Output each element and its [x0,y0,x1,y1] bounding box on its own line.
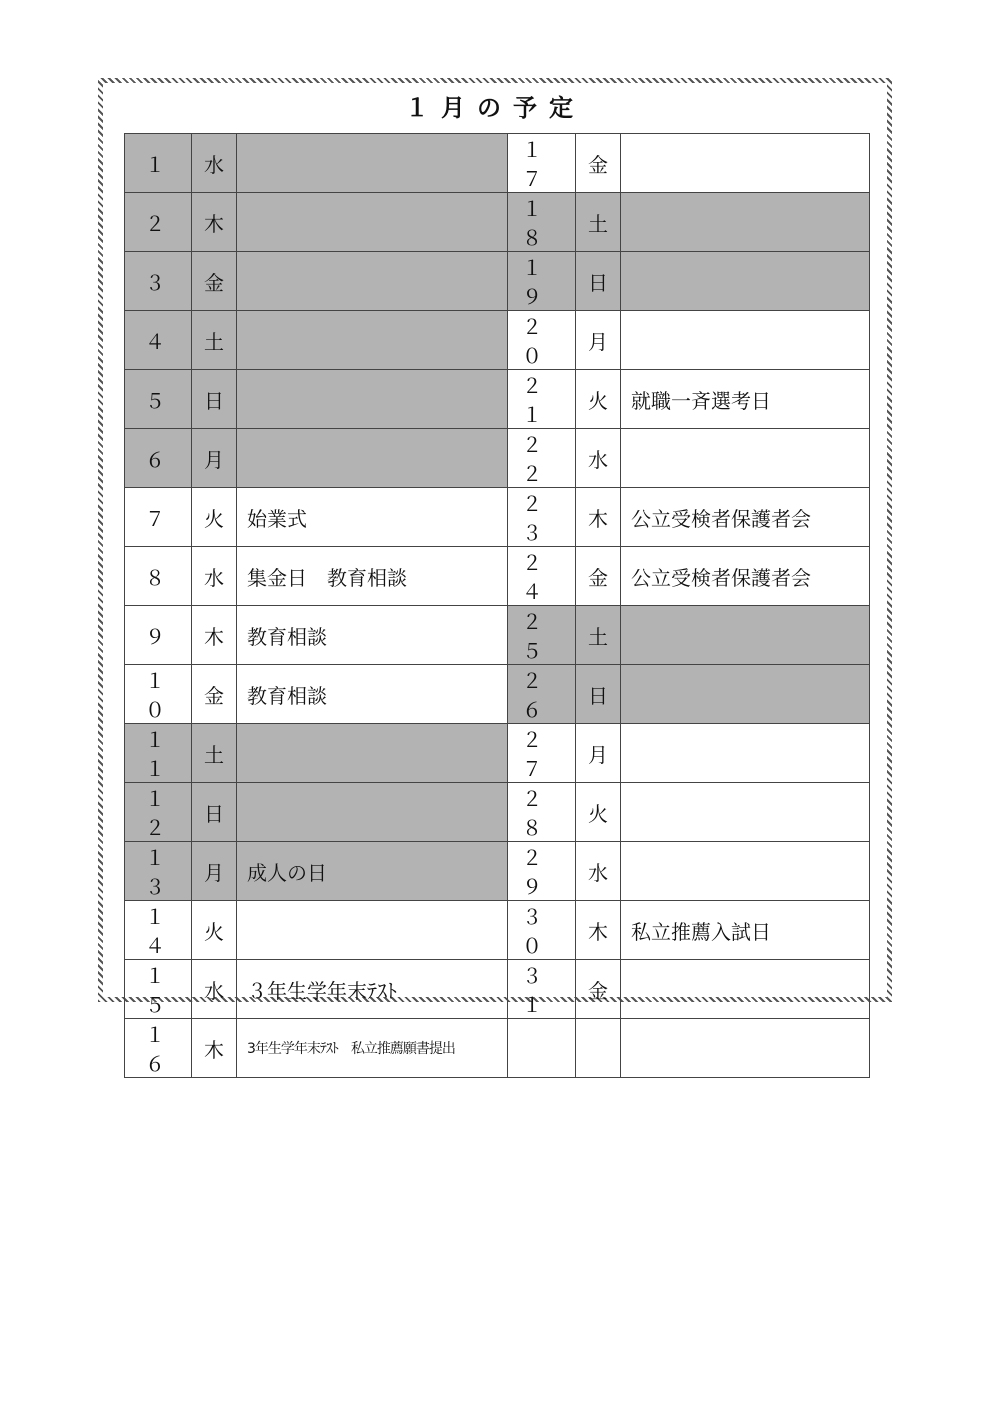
table-row [125,429,870,488]
weekday: 金 [192,252,237,311]
table-row [125,547,870,606]
day-number: ２９ [508,842,576,901]
weekday: 金 [576,960,621,1019]
weekday: 月 [192,842,237,901]
day-number: ２１ [508,370,576,429]
day-number: １４ [125,901,192,960]
weekday: 水 [192,960,237,1019]
event-text: 集金日 教育相談 [237,547,508,606]
day-number: ２３ [508,488,576,547]
weekday: 木 [192,606,237,665]
event-text: 公立受検者保護者会 [621,547,870,606]
weekday: 金 [192,665,237,724]
day-number: ２８ [508,783,576,842]
weekday: 水 [576,429,621,488]
table-row [125,606,870,665]
weekday: 月 [576,311,621,370]
weekday: 日 [192,370,237,429]
event-text [621,134,870,193]
event-text [237,724,508,783]
weekday: 金 [576,134,621,193]
event-text [237,783,508,842]
day-number: １７ [508,134,576,193]
event-text: 始業式 [237,488,508,547]
event-text [237,252,508,311]
event-text [237,370,508,429]
weekday: 土 [192,311,237,370]
weekday: 日 [576,252,621,311]
weekday: 日 [576,665,621,724]
day-number: ９ [125,606,192,665]
weekday: 金 [576,547,621,606]
event-text [237,134,508,193]
table-row [125,311,870,370]
day-number: ２７ [508,724,576,783]
event-text: 3年生学年末ﾃｽﾄ 私立推薦願書提出 [237,1019,508,1078]
weekday: 水 [192,547,237,606]
day-number: １２ [125,783,192,842]
weekday: 水 [192,134,237,193]
weekday [576,1019,621,1078]
event-text: 公立受検者保護者会 [621,488,870,547]
weekday: 土 [192,724,237,783]
event-text [621,429,870,488]
event-text [621,842,870,901]
event-text [621,665,870,724]
day-number: １６ [125,1019,192,1078]
schedule-table [124,133,870,1078]
weekday: 火 [192,901,237,960]
day-number: ２２ [508,429,576,488]
event-text: 私立推薦入試日 [621,901,870,960]
day-number: ３ [125,252,192,311]
event-text [237,429,508,488]
table-row [125,783,870,842]
page-title: １月の予定 [405,93,585,122]
event-text [621,783,870,842]
table-row [125,960,870,1019]
day-number [508,1019,576,1078]
event-text [621,724,870,783]
event-text: 成人の日 [237,842,508,901]
event-text: ３年生学年末ﾃｽﾄ [237,960,508,1019]
event-text [237,901,508,960]
day-number: ２ [125,193,192,252]
day-number: １８ [508,193,576,252]
day-number: ３０ [508,901,576,960]
event-text [621,1019,870,1078]
event-text: 教育相談 [237,606,508,665]
day-number: １５ [125,960,192,1019]
weekday: 火 [576,783,621,842]
day-number: １ [125,134,192,193]
day-number: ２５ [508,606,576,665]
table-row [125,901,870,960]
table-row [125,252,870,311]
table-row [125,1019,870,1078]
table-row [125,842,870,901]
weekday: 木 [576,488,621,547]
event-text [621,960,870,1019]
table-row [125,193,870,252]
weekday: 木 [192,193,237,252]
day-number: ４ [125,311,192,370]
weekday: 日 [192,783,237,842]
day-number: ５ [125,370,192,429]
day-number: １１ [125,724,192,783]
schedule-body [125,134,870,1078]
weekday: 木 [192,1019,237,1078]
weekday: 月 [576,724,621,783]
day-number: １３ [125,842,192,901]
day-number: １０ [125,665,192,724]
weekday: 水 [576,842,621,901]
table-row [125,724,870,783]
event-text [621,193,870,252]
weekday: 月 [192,429,237,488]
table-row [125,665,870,724]
event-text: 教育相談 [237,665,508,724]
day-number: １９ [508,252,576,311]
day-number: ６ [125,429,192,488]
event-text [237,311,508,370]
day-number: ８ [125,547,192,606]
event-text [237,193,508,252]
event-text [621,252,870,311]
weekday: 木 [576,901,621,960]
table-row [125,370,870,429]
day-number: ７ [125,488,192,547]
weekday: 火 [192,488,237,547]
day-number: ２０ [508,311,576,370]
event-text [621,606,870,665]
day-number: ２４ [508,547,576,606]
event-text [621,311,870,370]
day-number: ２６ [508,665,576,724]
event-text: 就職一斉選考日 [621,370,870,429]
weekday: 土 [576,606,621,665]
day-number: ３１ [508,960,576,1019]
weekday: 火 [576,370,621,429]
table-row [125,488,870,547]
table-row [125,134,870,193]
weekday: 土 [576,193,621,252]
